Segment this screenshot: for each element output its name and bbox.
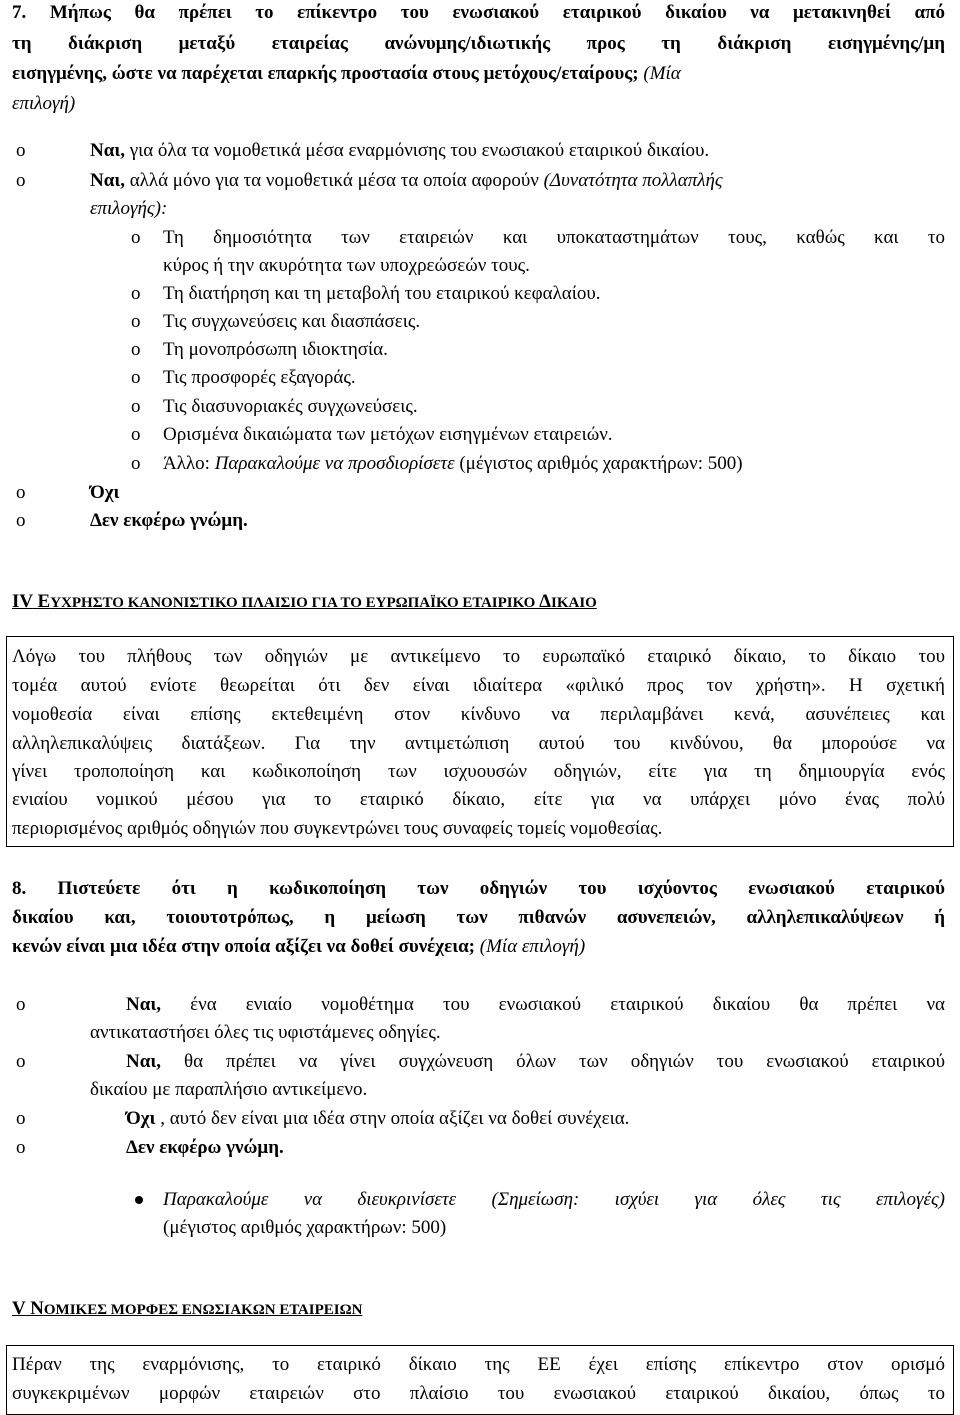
q7-option-4-marker[interactable]: o [16,510,26,531]
q8-option-1-cont: αντικαταστήσει όλες τις υφιστάμενες οδηγίες. [90,1022,441,1043]
q7-other-italic: Παρακαλούμε να προσδιορίσετε [214,453,455,474]
q8-option-2-bold: Ναι, [126,1051,161,1072]
q8-option-1-bold: Ναι, [126,994,161,1015]
q8-instruction: (Μία επιλογή) [475,936,586,957]
q7-option-4[interactable]: Δεν εκφέρω γνώμη. [90,510,248,531]
section-4-part-5: ΙΚΑΙΟ [551,595,597,611]
section-4-text-7: περιορισμένος αριθμός οδηγιών που συγκεντρώνει τους συναφείς τομείς νομοθεσίας. [12,818,663,839]
q7-sub-2-marker[interactable]: o [131,283,141,304]
q7-title-line-1: 7. Μήπως θα πρέπει το επίκεντρο του ενωσιακού εταιρικού δικαίου να μετακινηθεί από [12,2,945,23]
q7-option-2-marker[interactable]: o [16,170,26,191]
q7-option-3-marker[interactable]: o [16,482,26,503]
q7-instruction: (Μία [643,63,681,84]
section-4-text-6: ενιαίου νομικού μέσου για το εταιρικό δίκαιο, είτε για να υπάρχει μόνο ένας πολύ [12,789,945,810]
section-4-part-2: ΥΧΡΗΣΤΟ [50,595,128,611]
q7-sub-7-marker[interactable]: o [131,424,141,445]
section-4-numeral: IV [12,591,33,612]
q8-option-2-marker[interactable]: o [16,1051,26,1072]
q8-option-2-cont: δικαίου με παραπλήσιο αντικείμενο. [90,1079,368,1100]
q7-option-1-marker[interactable]: o [16,140,26,161]
q8-option-2[interactable] [90,1049,945,1075]
q7-option-2[interactable] [90,168,723,194]
q7-instruction-cont: επιλογή) [12,93,76,114]
q8-option-1-marker[interactable]: o [16,994,26,1015]
section-5-text-1: Πέραν της εναρμόνισης, το εταιρικό δίκαιο της ΕΕ έχει επίσης επίκεντρο στον ορισμό [12,1354,945,1375]
q7-sub-other[interactable] [163,451,743,477]
q7-option-1-text: για όλα τα νομοθετικά μέσα εναρμόνισης του ενωσιακού εταιρικού δικαίου. [124,140,710,161]
section-5-numeral: V [12,1298,26,1319]
q7-sub-4-marker[interactable]: o [131,339,141,360]
q7-sub-1-marker[interactable]: o [131,227,141,248]
q7-option-1[interactable] [90,138,709,164]
section-5-heading [12,1296,362,1323]
q7-option-2-text: αλλά μόνο για τα νομοθετικά μέσα τα οποία αφορούν [124,170,544,191]
q7-option-2-cont: επιλογής): [90,198,168,219]
section-4-part-3: ΚΑΝΟΝΙΣΤΙΚΟ ΠΛΑΙΣΙΟ ΓΙΑ ΤΟ ΕΥΡΩΠΑΪΚΟ ΕΤΑΙΡΙΚΟ [127,595,540,611]
q7-sub-3-marker[interactable]: o [131,311,141,332]
q7-option-3[interactable]: Όχι [90,482,120,503]
q7-sub-3[interactable]: Τις συγχωνεύσεις και διασπάσεις. [163,311,421,332]
section-5-text-2: συγκεκριμένων μορφών εταιρειών στο πλαίσιο του ενωσιακού εταιρικού δικαίου, όπως το [12,1383,945,1404]
section-4-heading [12,589,597,616]
q8-option-3-bold: Όχι [126,1108,156,1129]
q7-option-2-bold: Ναι, [90,170,125,191]
q7-sub-6-marker[interactable]: o [131,396,141,417]
section-5-part-2: ΟΜΙΚΕΣ ΜΟΡΦΕΣ ΕΝΩΣΙΑΚΩΝ ΕΤΑΙΡΕΙΩΝ [43,1302,363,1318]
q7-sub-5-marker[interactable]: o [131,367,141,388]
q8-option-1[interactable] [90,992,945,1018]
q7-sub-4[interactable]: Τη μονοπρόσωπη ιδιοκτησία. [163,339,388,360]
q8-option-3[interactable] [126,1106,629,1132]
q8-comment-prompt[interactable]: Παρακαλούμε να διευκρινίσετε (Σημείωση: ισχύει για όλες τις επιλογές) [163,1189,945,1210]
q7-sub-6[interactable]: Τις διασυνοριακές συγχωνεύσεις. [163,396,418,417]
q7-title-line-2: τη διάκριση μεταξύ εταιρείας ανώνυμης/ιδιωτικής προς τη διάκριση εισηγμένης/μη [12,33,945,54]
section-5-part-1: Ν [30,1298,44,1319]
q8-option-2-text: θα πρέπει να γίνει συγχώνευση όλων των οδηγιών του ενωσιακού εταιρικού [160,1051,945,1072]
q8-title-line-1: 8. Πιστεύετε ότι η κωδικοποίηση των οδηγιών του ισχύοντος ενωσιακού εταιρικού [12,878,945,899]
q8-title-line-3 [12,934,585,960]
q7-other-limit: (μέγιστος αριθμός χαρακτήρων: 500) [454,453,743,474]
section-4-part-4: Δ [539,591,551,612]
q7-title-text-3: εισηγμένης, ώστε να παρέχεται επαρκής προστασία στους μετόχους/εταίρους; [12,63,639,84]
q8-option-3-marker[interactable]: o [16,1108,26,1129]
q8-comment-limit: (μέγιστος αριθμός χαρακτήρων: 500) [163,1217,447,1238]
q8-option-4[interactable]: Δεν εκφέρω γνώμη. [126,1137,284,1158]
q7-sub-1-cont: κύρος ή την ακυρότητα των υποχρεώσεών τους. [163,255,530,276]
section-4-text-2: τομέα αυτού ενίοτε θεωρείται ότι δεν είναι ιδιαίτερα «φιλικό προς τον χρήστη». Η σχετική [12,675,945,696]
bullet-icon [135,1196,143,1204]
q8-option-4-marker[interactable]: o [16,1137,26,1158]
section-4-text-1: Λόγω του πλήθους των οδηγιών με αντικείμενο το ευρωπαϊκό εταιρικό δίκαιο, το δίκαιο του [12,646,945,667]
section-4-part-1: Ε [37,591,51,612]
section-4-text-4: αλληλεπικαλύψεις διατάξεων. Για την αντιμετώπιση αυτού του κινδύνου, θα μπορούσε να [12,733,945,754]
q7-option-2-italic: (Δυνατότητα πολλαπλής [543,170,723,191]
q8-title-line-2: δικαίου και, τοιουτοτρόπως, η μείωση των πιθανών ασυνεπειών, αλληλεπικαλύψεων ή [12,907,945,928]
q8-option-3-text: , αυτό δεν είναι μια ιδέα στην οποία αξίζει να δοθεί συνέχεια. [155,1108,630,1129]
q7-title-line-3 [12,61,945,87]
q7-sub-7[interactable]: Ορισμένα δικαιώματα των μετόχων εισηγμένων εταιρειών. [163,424,613,445]
q7-sub-2[interactable]: Τη διατήρηση και τη μεταβολή του εταιρικού κεφαλαίου. [163,283,601,304]
q7-other-label: Άλλο: [163,453,215,474]
q8-title-text-3: κενών είναι μια ιδέα στην οποία αξίζει να δοθεί συνέχεια; [12,936,476,957]
q7-sub-8-marker[interactable]: o [131,453,141,474]
section-4-text-5: γίνει τροποποίηση και κωδικοποίηση των ισχυουσών οδηγιών, είτε για τη δημιουργία ενός [12,761,945,782]
q7-sub-1[interactable]: Τη δημοσιότητα των εταιρειών και υποκαταστημάτων τους, καθώς και το [163,227,945,248]
q7-option-1-bold: Ναι, [90,140,125,161]
q7-sub-5[interactable]: Τις προσφορές εξαγοράς. [163,367,356,388]
section-4-text-3: νομοθεσία είναι επίσης εκτεθειμένη στον κίνδυνο να περιλαμβάνει κενά, ασυνέπειες και [12,704,945,725]
q8-option-1-text: ένα ενιαίο νομοθέτημα του ενωσιακού εταιρικού δικαίου θα πρέπει να [160,994,945,1015]
